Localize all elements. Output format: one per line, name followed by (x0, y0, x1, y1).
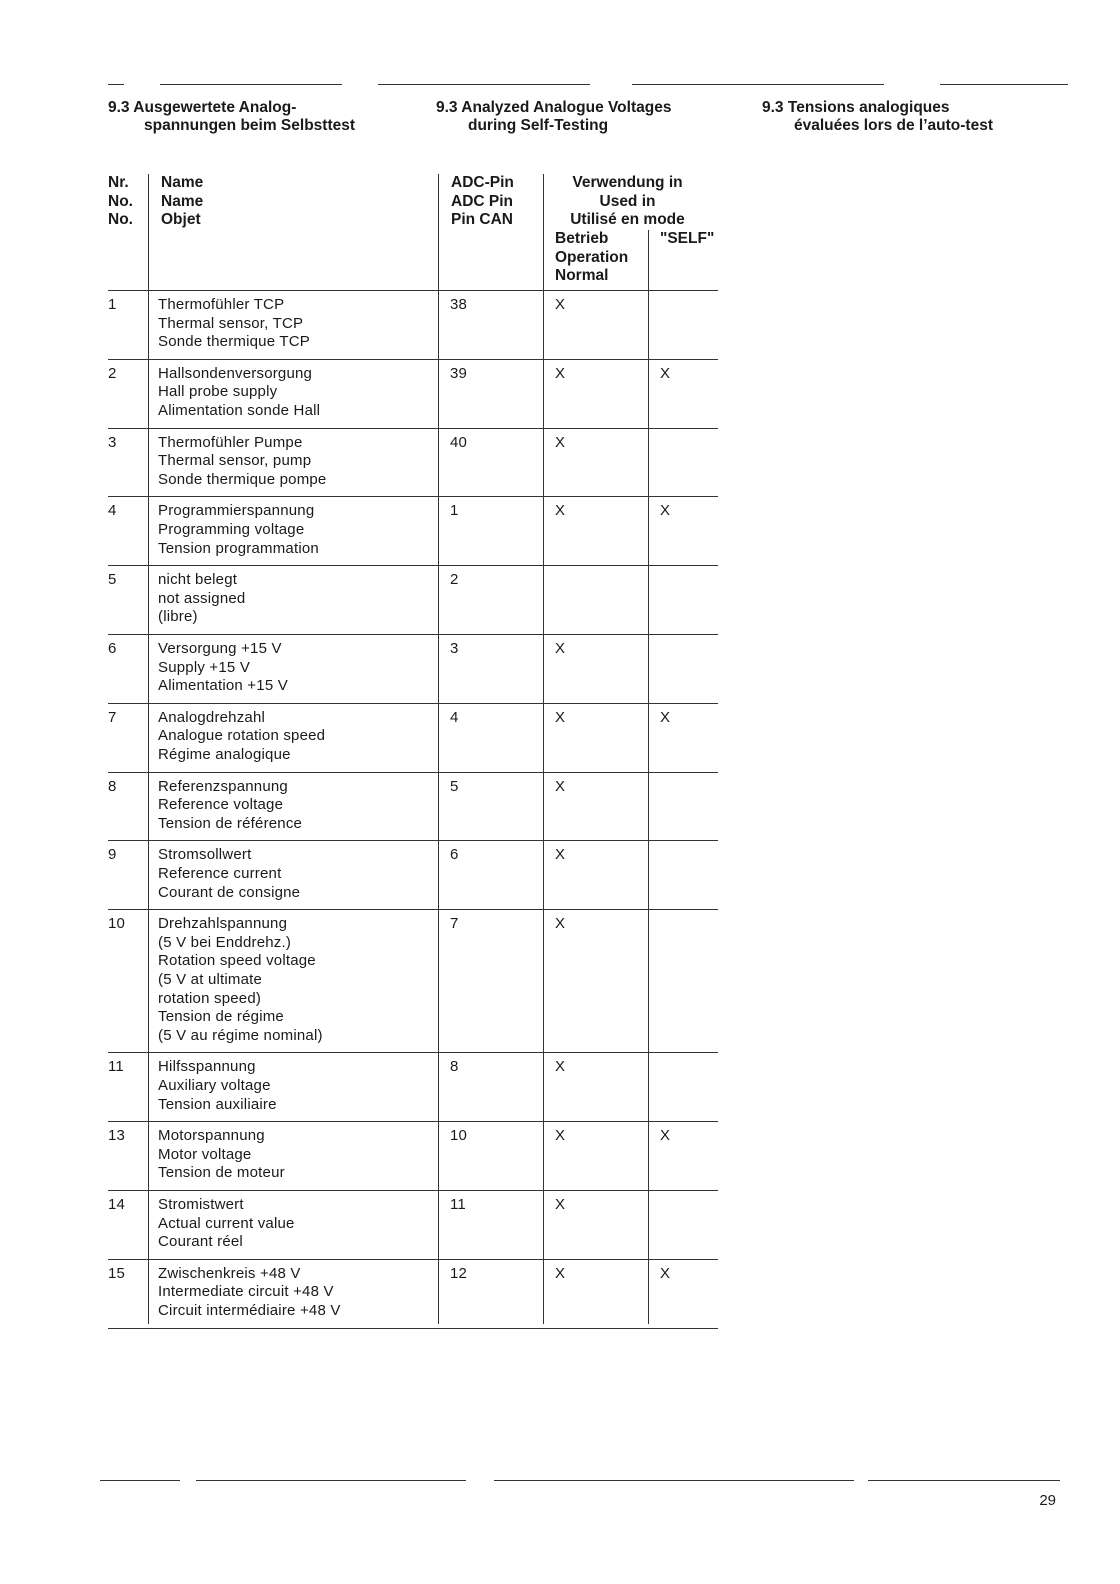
row-adc-pin: 3 (450, 640, 459, 657)
row-adc-pin: 2 (450, 571, 459, 589)
row-normal-mark: X (555, 1127, 566, 1145)
row-name (158, 571, 245, 627)
row-divider (108, 1052, 718, 1053)
row-divider (108, 909, 718, 910)
row-divider (108, 1190, 718, 1191)
heading-en-line2: during Self-Testing (468, 117, 609, 134)
row-name-line: Programming voltage (158, 520, 305, 538)
row-adc-pin: 10 (450, 1127, 468, 1145)
row-name-line: (5 V at ultimate (158, 970, 263, 988)
row-name (158, 1196, 295, 1252)
row-self-mark: X (660, 1127, 671, 1145)
row-normal-mark: X (555, 708, 566, 726)
row-name (158, 915, 323, 1045)
row-divider (108, 496, 718, 497)
heading-en (436, 99, 671, 135)
row-name-line: Analogdrehzahl (158, 708, 266, 726)
header-nr-en: No. (108, 192, 133, 210)
top-rule (160, 84, 342, 85)
row-adc-pin: 11 (450, 1196, 466, 1213)
row-name-line: Analogue rotation speed (158, 727, 326, 745)
bottom-rule (196, 1480, 466, 1481)
row-divider (108, 359, 718, 360)
row-name (158, 365, 320, 421)
row-number: 6 (108, 640, 117, 657)
row-adc-pin: 12 (450, 1264, 468, 1282)
header-adc (451, 174, 514, 230)
row-normal-mark: X (555, 1058, 566, 1076)
row-name (158, 434, 326, 490)
row-divider (108, 1121, 718, 1122)
row-name-line: Referenzspannung (158, 777, 288, 795)
row-name-line: nicht belegt (158, 571, 238, 589)
row-self-mark: X (660, 364, 671, 382)
heading-fr (762, 99, 993, 135)
heading-de (108, 99, 355, 135)
row-name-line: Sonde thermique pompe (158, 470, 327, 488)
row-name (158, 1265, 341, 1321)
header-adc-fr: Pin CAN (451, 211, 513, 228)
row-number: 10 (108, 915, 126, 933)
column-line (438, 174, 439, 1324)
row-normal-mark: X (555, 915, 566, 933)
row-name-line: Hall probe supply (158, 383, 278, 401)
row-adc-pin: 5 (450, 777, 459, 795)
row-adc-pin: 40 (450, 433, 468, 451)
header-self (660, 230, 714, 249)
row-name-line: Régime analogique (158, 745, 291, 763)
row-divider (108, 772, 718, 773)
header-adc-de: ADC-Pin (451, 174, 514, 191)
row-divider (108, 1259, 718, 1260)
row-self-mark: X (660, 1264, 671, 1282)
row-normal-mark: X (555, 296, 566, 313)
row-name (158, 1127, 285, 1183)
row-name-line: (5 V bei Enddrehz.) (158, 933, 292, 951)
row-number: 15 (108, 1264, 126, 1282)
row-name-line: Courant réel (158, 1233, 243, 1251)
row-normal-mark: X (555, 777, 566, 795)
row-name-line: Reference voltage (158, 796, 284, 814)
row-number: 5 (108, 571, 117, 589)
page-number: 29 (1039, 1492, 1056, 1509)
row-divider (108, 840, 718, 841)
row-adc-pin: 38 (450, 296, 468, 313)
row-name-line: Tension de moteur (158, 1164, 285, 1182)
row-self-mark: X (660, 708, 671, 726)
row-name-line: Versorgung +15 V (158, 640, 282, 657)
row-number: 13 (108, 1127, 126, 1145)
row-name-line: Motorspannung (158, 1127, 265, 1145)
row-name-line: (libre) (158, 608, 198, 626)
bottom-rule (100, 1480, 180, 1481)
header-nr (108, 174, 133, 230)
row-name-line: Thermal sensor, pump (158, 452, 312, 470)
row-number: 8 (108, 777, 117, 795)
row-name-line: Auxiliary voltage (158, 1076, 271, 1094)
row-number: 2 (108, 364, 117, 382)
row-name (158, 778, 302, 834)
heading-en-number: 9.3 (436, 99, 458, 116)
heading-de-line1: Ausgewertete Analog- (133, 99, 297, 116)
row-name-line: not assigned (158, 589, 246, 607)
row-name-line: Motor voltage (158, 1145, 252, 1163)
row-name-line: Reference current (158, 864, 282, 882)
row-name-line: Thermal sensor, TCP (158, 314, 304, 332)
row-name-line: (5 V au régime nominal) (158, 1026, 323, 1044)
header-name-en: Name (161, 192, 204, 210)
row-name-line: Circuit intermédiaire +48 V (158, 1301, 341, 1319)
row-normal-mark: X (555, 846, 566, 864)
row-name-line: Stromsollwert (158, 846, 252, 864)
row-name-line: Actual current value (158, 1214, 295, 1232)
row-name-line: Courant de consigne (158, 883, 301, 901)
row-divider (108, 428, 718, 429)
row-normal-mark: X (555, 502, 566, 520)
heading-fr-line1: Tensions analogiques (787, 99, 950, 116)
top-rule (632, 84, 884, 85)
header-normal-en: Operation (555, 248, 629, 266)
row-name-line: Alimentation +15 V (158, 677, 288, 695)
row-adc-pin: 8 (450, 1058, 459, 1076)
row-name (158, 709, 325, 765)
row-normal-mark: X (555, 364, 566, 382)
row-name-line: Tension de référence (158, 814, 303, 832)
row-name (158, 640, 288, 696)
row-name-line: Tension auxiliaire (158, 1095, 277, 1113)
row-number: 14 (108, 1196, 126, 1213)
top-rule (378, 84, 590, 85)
row-name-line: Drehzahlspannung (158, 915, 288, 933)
top-rule (108, 84, 124, 85)
heading-de-line2: spannungen beim Selbsttest (144, 117, 356, 134)
row-divider (108, 290, 718, 291)
bottom-rule (868, 1480, 1060, 1481)
row-name-line: Hallsondenversorgung (158, 364, 313, 382)
header-nr-fr: No. (108, 211, 133, 228)
row-name-line: rotation speed) (158, 989, 262, 1007)
row-name (158, 502, 319, 558)
column-line (543, 174, 544, 1324)
row-adc-pin: 4 (450, 708, 459, 726)
heading-fr-number: 9.3 (762, 99, 784, 116)
header-self-label: "SELF" (660, 230, 715, 247)
header-usage-de: Verwendung in (572, 174, 683, 191)
header-nr-de: Nr. (108, 174, 129, 191)
row-name-line: Programmierspannung (158, 502, 315, 520)
row-normal-mark: X (555, 433, 566, 451)
row-number: 3 (108, 433, 117, 451)
row-name-line: Thermofühler TCP (158, 296, 285, 313)
row-number: 9 (108, 846, 117, 864)
row-name-line: Tension de régime (158, 1008, 284, 1026)
row-name-line: Rotation speed voltage (158, 952, 316, 970)
row-number: 1 (108, 296, 117, 313)
top-rule (940, 84, 1068, 85)
row-adc-pin: 6 (450, 846, 459, 864)
header-normal-fr: Normal (555, 267, 609, 284)
row-name (158, 296, 310, 352)
header-name-fr: Objet (161, 211, 201, 228)
row-name-line: Alimentation sonde Hall (158, 401, 321, 419)
header-name (161, 174, 203, 230)
row-adc-pin: 1 (450, 502, 459, 520)
header-adc-en: ADC Pin (451, 192, 513, 210)
header-usage-fr: Utilisé en mode (570, 211, 685, 228)
row-name (158, 1058, 277, 1114)
bottom-rule (494, 1480, 854, 1481)
row-number: 7 (108, 708, 117, 726)
row-divider (108, 1328, 718, 1329)
row-name-line: Thermofühler Pumpe (158, 433, 303, 451)
header-normal (555, 230, 628, 286)
row-name-line: Hilfsspannung (158, 1058, 256, 1076)
row-normal-mark: X (555, 640, 566, 657)
row-name-line: Tension programmation (158, 539, 319, 557)
row-number: 11 (108, 1058, 124, 1076)
row-name-line: Zwischenkreis +48 V (158, 1264, 301, 1282)
row-number: 4 (108, 502, 117, 520)
row-normal-mark: X (555, 1264, 566, 1282)
row-self-mark: X (660, 502, 671, 520)
row-divider (108, 565, 718, 566)
row-name-line: Intermediate circuit +48 V (158, 1283, 334, 1301)
header-usage (550, 174, 705, 230)
column-line (648, 230, 649, 1324)
header-usage-en: Used in (599, 192, 656, 210)
column-line (148, 174, 149, 1324)
row-divider (108, 703, 718, 704)
row-name-line: Stromistwert (158, 1196, 244, 1213)
header-name-de: Name (161, 174, 204, 191)
row-normal-mark: X (555, 1196, 566, 1213)
row-adc-pin: 7 (450, 915, 459, 933)
row-divider (108, 634, 718, 635)
heading-en-line1: Analyzed Analogue Voltages (461, 99, 672, 116)
row-name-line: Supply +15 V (158, 658, 251, 676)
row-adc-pin: 39 (450, 364, 468, 382)
row-name-line: Sonde thermique TCP (158, 333, 310, 351)
header-normal-de: Betrieb (555, 230, 609, 247)
row-name (158, 846, 300, 902)
heading-de-number: 9.3 (108, 99, 130, 116)
heading-fr-line2: évaluées lors de l’auto-test (794, 117, 993, 134)
